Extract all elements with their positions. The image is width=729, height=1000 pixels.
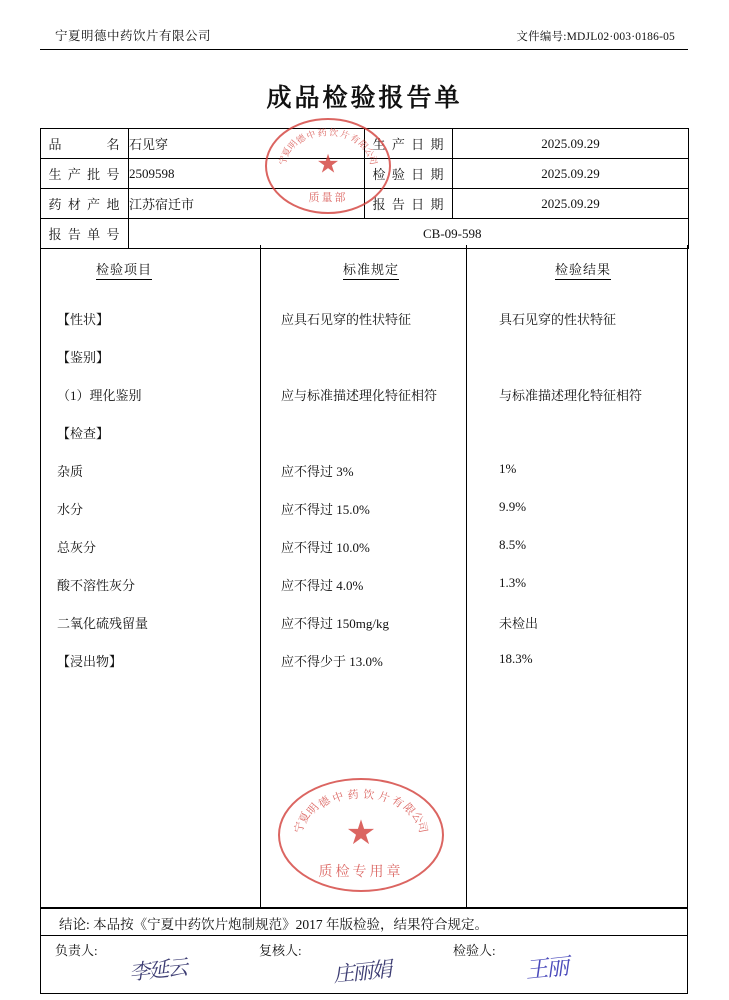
label-production-date: 生产日期: [365, 129, 453, 159]
row-standard: 应不得少于 13.0%: [281, 654, 383, 669]
row-result: 8.5%: [499, 537, 527, 552]
row-item: 杂质: [57, 464, 84, 479]
table-row: [41, 605, 687, 643]
row-item: 【检查】: [57, 426, 110, 441]
star-icon: ★: [316, 149, 340, 179]
conclusion-label: 结论:: [59, 917, 90, 932]
table-row: [41, 219, 689, 249]
row-standard: 应不得过 10.0%: [281, 540, 370, 555]
value-production-date: 2025.09.29: [453, 129, 689, 159]
table-row: [41, 415, 687, 453]
document-code-label: 文件编号:: [516, 31, 567, 43]
table-row: [41, 339, 687, 377]
company-name: 宁夏明德中药饮片有限公司: [55, 29, 212, 43]
stamp-bottom-text-small: 质量部: [308, 192, 348, 204]
row-item: 【性状】: [57, 312, 110, 327]
column-header-item: 检验项目: [96, 259, 152, 280]
inspection-rows: [41, 301, 687, 681]
conclusion-text: 本品按《宁夏中药饮片炮制规范》2017 年版检验，结果符合规定。: [93, 917, 489, 932]
signature-reviewer: 庄丽娟: [332, 957, 392, 987]
column-header-result: 检验结果: [555, 259, 611, 280]
label-product-name: 品 名: [41, 129, 129, 159]
label-inspection-date: 检验日期: [365, 159, 453, 189]
row-standard: 应具石见穿的性状特征: [281, 312, 412, 327]
table-row: [41, 529, 687, 567]
page-title: 成品检验报告单: [266, 85, 463, 112]
signature-row: [40, 936, 688, 994]
column-header-standard: 标准规定: [343, 259, 399, 280]
row-result: 与标准描述理化特征相符: [499, 388, 643, 403]
label-report-date: 报告日期: [365, 189, 453, 219]
value-batch-no: 2509598: [129, 159, 365, 189]
signature-responsible-person: 李延云: [128, 955, 188, 985]
value-report-no: CB-09-598: [129, 219, 689, 249]
inspection-table: [40, 245, 688, 908]
row-item: 酸不溶性灰分: [57, 578, 136, 593]
label-report-no: 报告单号: [41, 219, 129, 249]
table-row: [41, 567, 687, 605]
table-row: [41, 159, 689, 189]
row-standard: 应不得过 3%: [281, 464, 354, 479]
row-result: 具石见穿的性状特征: [499, 312, 617, 327]
row-result: 1.3%: [499, 575, 527, 590]
table-row: [41, 189, 689, 219]
label-reviewer: 复核人:: [259, 943, 302, 958]
row-item: 总灰分: [57, 540, 97, 555]
star-icon: ★: [345, 815, 377, 852]
info-table: [40, 128, 689, 249]
stamp-arc-text-big: 宁 夏 明 德 中 药 饮 片 有 限 公 司: [293, 788, 429, 834]
label-responsible-person: 负责人:: [55, 943, 98, 958]
value-report-date: 2025.09.29: [453, 189, 689, 219]
table-row: [41, 491, 687, 529]
row-standard: 应不得过 4.0%: [281, 578, 364, 593]
row-result: 未检出: [499, 616, 539, 631]
table-row: [41, 377, 687, 415]
row-standard: 应不得过 150mg/kg: [281, 616, 389, 631]
stamp-arc-text-small: 宁 夏 明 德 中 药 饮 片 有 限 公 司: [277, 127, 379, 166]
document-header: [55, 26, 675, 44]
row-standard: 应不得过 15.0%: [281, 502, 370, 517]
table-row: [41, 301, 687, 339]
row-item: 【浸出物】: [57, 654, 123, 669]
row-item: 水分: [57, 502, 84, 517]
label-batch-no: 生产批号: [41, 159, 129, 189]
table-row: [41, 129, 689, 159]
inspection-grid: [41, 245, 687, 907]
table-row: [41, 643, 687, 681]
value-product-name: 石见穿: [129, 129, 365, 159]
row-item: 二氧化硫残留量: [57, 616, 149, 631]
label-inspector: 检验人:: [453, 943, 496, 958]
conclusion-row: [40, 908, 688, 936]
document-code: [516, 28, 675, 44]
value-origin: 江苏宿迁市: [129, 189, 365, 219]
table-row: [41, 453, 687, 491]
document-code-value: MDJL02·003·0186-05: [566, 31, 675, 43]
row-result: 9.9%: [499, 499, 527, 514]
header-divider: [40, 49, 688, 50]
signature-inspector: 王丽: [524, 953, 569, 985]
row-result: 18.3%: [499, 651, 533, 666]
row-item: （1）理化鉴别: [57, 388, 142, 403]
label-origin: 药材产地: [41, 189, 129, 219]
row-result: 1%: [499, 461, 517, 476]
row-item: 【鉴别】: [57, 350, 110, 365]
stamp-bottom-text-big: 质检专用章: [318, 865, 404, 880]
value-inspection-date: 2025.09.29: [453, 159, 689, 189]
row-standard: 应与标准描述理化特征相符: [281, 388, 438, 403]
